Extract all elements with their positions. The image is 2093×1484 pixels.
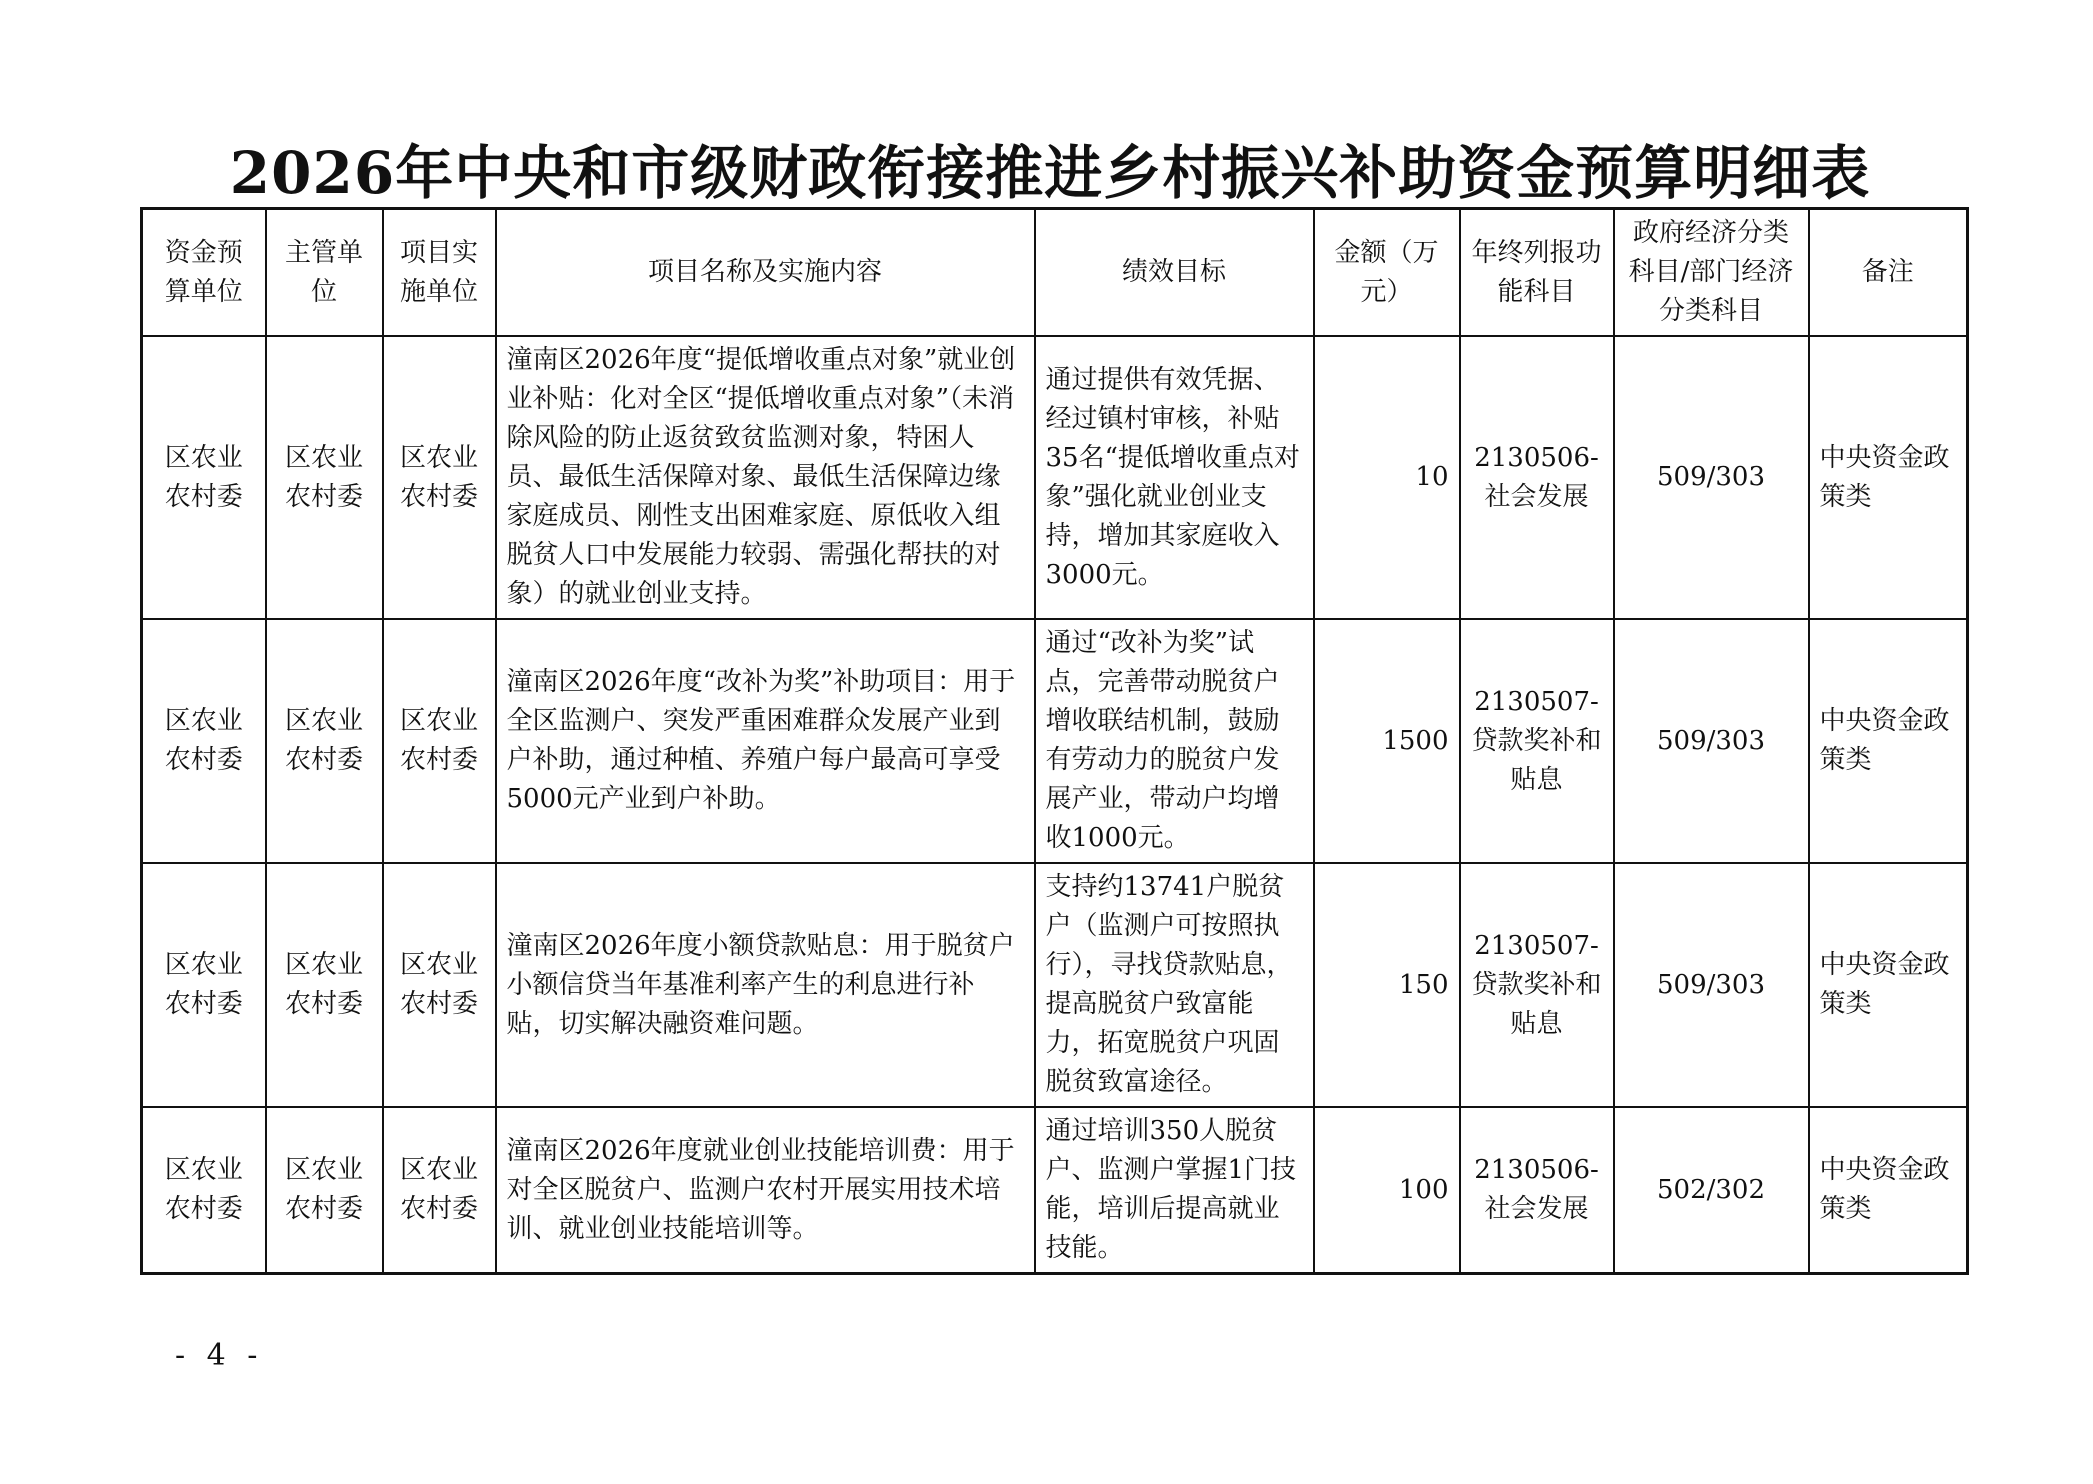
cell-competent-unit: 区农业农村委 <box>266 863 383 1107</box>
table-header-row <box>142 209 1968 337</box>
header-content: 项目名称及实施内容 <box>496 209 1035 337</box>
cell-func-subject: 2130507-贷款奖补和贴息 <box>1460 863 1614 1107</box>
cell-econ-subject: 509/303 <box>1614 336 1809 619</box>
cell-impl-unit: 区农业农村委 <box>383 336 496 619</box>
cell-func-subject: 2130507-贷款奖补和贴息 <box>1460 619 1614 863</box>
header-impl-unit: 项目实施单位 <box>383 209 496 337</box>
cell-econ-subject: 509/303 <box>1614 863 1809 1107</box>
cell-econ-subject: 502/302 <box>1614 1107 1809 1274</box>
cell-amount: 1500 <box>1314 619 1460 863</box>
cell-note: 中央资金政策类 <box>1809 1107 1968 1274</box>
table-row <box>142 336 1968 619</box>
table-row <box>142 619 1968 863</box>
table-row <box>142 863 1968 1107</box>
cell-goal: 通过培训350人脱贫户、监测户掌握1门技能，培训后提高就业技能。 <box>1035 1107 1314 1274</box>
header-note: 备注 <box>1809 209 1968 337</box>
page-title: 2026年中央和市级财政衔接推进乡村振兴补助资金预算明细表 <box>229 139 1871 207</box>
cell-note: 中央资金政策类 <box>1809 863 1968 1107</box>
cell-budget-unit: 区农业农村委 <box>142 1107 266 1274</box>
cell-competent-unit: 区农业农村委 <box>266 336 383 619</box>
cell-content: 潼南区2026年度小额贷款贴息：用于脱贫户小额信贷当年基准利率产生的利息进行补贴，切实解决融资难问题。 <box>496 863 1035 1107</box>
page-number: - 4 - <box>175 1338 264 1373</box>
cell-competent-unit: 区农业农村委 <box>266 1107 383 1274</box>
cell-func-subject: 2130506-社会发展 <box>1460 336 1614 619</box>
header-econ-subject: 政府经济分类科目/部门经济分类科目 <box>1614 209 1809 337</box>
header-func-subject: 年终列报功能科目 <box>1460 209 1614 337</box>
cell-amount: 10 <box>1314 336 1460 619</box>
cell-content: 潼南区2026年度就业创业技能培训费：用于对全区脱贫户、监测户农村开展实用技术培训、就业创业技能培训等。 <box>496 1107 1035 1274</box>
cell-note: 中央资金政策类 <box>1809 619 1968 863</box>
cell-budget-unit: 区农业农村委 <box>142 336 266 619</box>
cell-budget-unit: 区农业农村委 <box>142 619 266 863</box>
budget-table <box>140 207 1969 1275</box>
cell-amount: 100 <box>1314 1107 1460 1274</box>
header-amount: 金额（万元） <box>1314 209 1460 337</box>
cell-impl-unit: 区农业农村委 <box>383 1107 496 1274</box>
cell-budget-unit: 区农业农村委 <box>142 863 266 1107</box>
header-competent-unit: 主管单位 <box>266 209 383 337</box>
cell-impl-unit: 区农业农村委 <box>383 863 496 1107</box>
cell-goal: 通过“改补为奖”试点，完善带动脱贫户增收联结机制，鼓励有劳动力的脱贫户发展产业，带动户均增收1000元。 <box>1035 619 1314 863</box>
cell-econ-subject: 509/303 <box>1614 619 1809 863</box>
cell-note: 中央资金政策类 <box>1809 336 1968 619</box>
cell-func-subject: 2130506-社会发展 <box>1460 1107 1614 1274</box>
cell-amount: 150 <box>1314 863 1460 1107</box>
header-goal: 绩效目标 <box>1035 209 1314 337</box>
cell-goal: 支持约13741户脱贫户（监测户可按照执行），寻找贷款贴息，提高脱贫户致富能力，拓宽脱贫户巩固脱贫致富途径。 <box>1035 863 1314 1107</box>
cell-goal: 通过提供有效凭据、经过镇村审核，补贴35名“提低增收重点对象”强化就业创业支持，增加其家庭收入3000元。 <box>1035 336 1314 619</box>
cell-competent-unit: 区农业农村委 <box>266 619 383 863</box>
table-row <box>142 1107 1968 1274</box>
cell-content: 潼南区2026年度“改补为奖”补助项目：用于全区监测户、突发严重困难群众发展产业到户补助，通过种植、养殖户每户最高可享受5000元产业到户补助。 <box>496 619 1035 863</box>
cell-impl-unit: 区农业农村委 <box>383 619 496 863</box>
cell-content: 潼南区2026年度“提低增收重点对象”就业创业补贴：化对全区“提低增收重点对象”（未消除风险的防止返贫致贫监测对象，特困人员、最低生活保障对象、最低生活保障边缘家庭成员、刚性支出困难家庭、原低收入组脱贫人口中发展能力较弱、需强化帮扶的对象）的就业创业支持。 <box>496 336 1035 619</box>
header-budget-unit: 资金预算单位 <box>142 209 266 337</box>
